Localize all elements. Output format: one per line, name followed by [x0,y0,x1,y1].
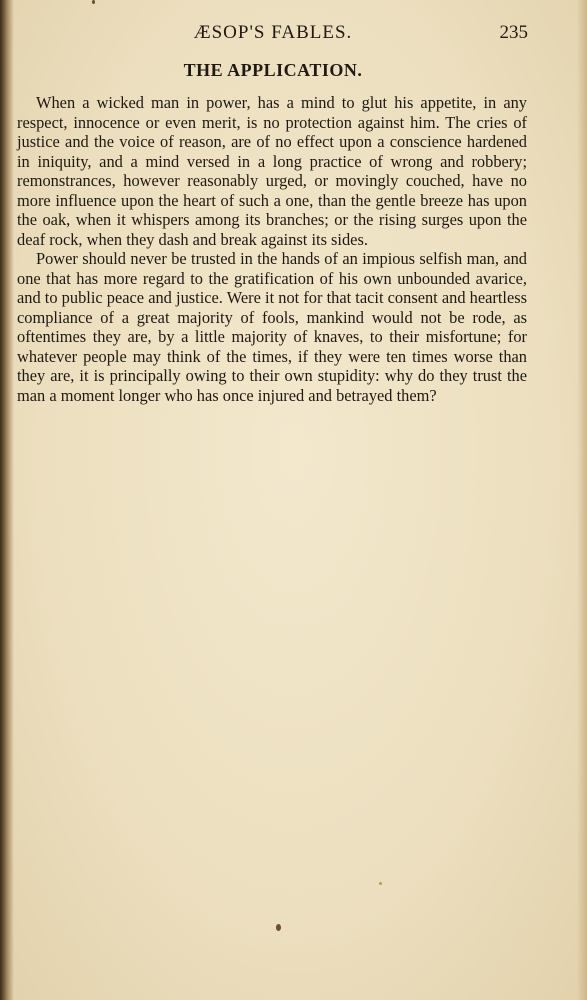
running-head [18,22,528,48]
paragraph: When a wicked man in power, has a mind to glut his appetite, in any respect, innocence or even merit, is no protection against him. The cries of justice and the voice of reason, are of no effect upon a conscience hardened in iniquity, and a mind versed in a long practice of wrong and robbery; remonstrances, however reasonably urged, or movingly couched, have no more influence upon the heart of such a one, than the gentle breeze has upon the oak, when it whispers among its branches; or the rising surges upon the deaf rock, when they dash and break against its sides. [17,93,527,249]
paragraph: Power should never be trusted in the hands of an impious selfish man, and one that has more regard to the gratification of his own unbounded avarice, and to public peace and justice. Were it not for that tacit consent and heartless compliance of a great majority of fools, mankind would not be rode, as oftentimes they are, by a little majority of knaves, to their misfortune; for whatever people may think of the times, if they were ten times worse than they are, it is principally owing to their own stupidity: why do they trust the man a moment longer who has once injured and betrayed them? [17,249,527,405]
page-number: 235 [499,22,528,43]
running-title: ÆSOP'S FABLES. [193,22,353,43]
paper-speck [379,882,382,885]
paper-speck [276,924,281,931]
binding-shadow [0,0,14,1000]
page-edge [577,0,587,1000]
section-title: THE APPLICATION. [183,60,363,80]
paper-speck [92,0,95,4]
body-text [17,93,527,405]
